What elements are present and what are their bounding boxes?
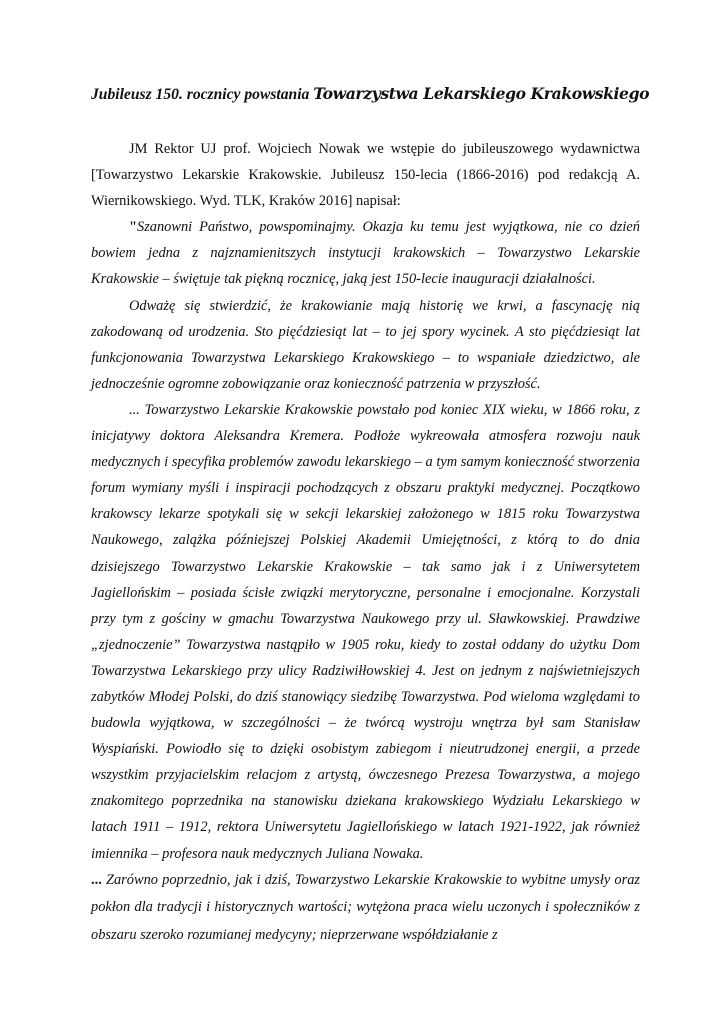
title-main: Jubileusz 150. rocznicy powstania [91, 86, 314, 103]
ellipsis-lead: ... [91, 871, 102, 888]
quote-paragraph-4 [91, 867, 640, 950]
quote-paragraph-2: Odważę się stwierdzić, że krakowianie mają historię we krwi, a fascynację nią zakodowaną od urodzenia. Sto pięćdziesiąt lat – to jej spory wycinek. A sto pięćdziesiąt lat funkcjonowania Towarzystwa Lekarskiego Krakowskiego – to wspaniałe dziedzictwo, ale jednocześnie ogromne zobowiązanie oraz konieczność patrzenia w przyszłość. [91, 297, 640, 392]
intro-paragraph: JM Rektor UJ prof. Wojciech Nowak we wstępie do jubileuszowego wydawnictwa [Towarzystwo Lekarskie Krakowskie. Jubileusz 150-lecia (1866-2016) pod redakcją A. Wiernikowskiego. Wyd. TLK, Kraków 2016] napisał: [91, 141, 640, 210]
quote-paragraph-3: ... Towarzystwo Lekarskie Krakowskie powstało pod koniec XIX wieku, w 1866 roku, z inicjatywy doktora Aleksandra Kremera. Podłoże wykreowała atmosfera rozwoju nauk medycznych i specyfika problemów zawodu lekarskiego – a tym samym konieczność stworzenia forum wymiany myśli i inspiracji pochodzących z obszaru praktyki medycznej. Początkowo krakowscy lekarze spotykali się w sekcji lekarskiej założonego w 1815 roku Towarzystwa Naukowego, zalążka późniejszej Polskiej Akademii Umiejętności, z którą to do dnia dzisiejszego Towarzystwo Lekarskie Krakowskie – tak samo jak i z Uniwersytetem Jagiellońskim – posiada ścisłe związki merytoryczne, personalne i emocjonalne. Korzystali przy tym z gościny w gmachu Towarzystwa Naukowego przy ul. Sławkowskiej. Prawdziwe „zjednoczenie” Towarzystwa nastąpiło w 1905 roku, kiedy to został oddany do użytku Dom Towarzystwa Lekarskiego przy ulicy Radziwiłłowskiej 4. Jest on jednym z najświetniejszych zabytków Młodej Polski, do dziś stanowiący siedzibę Towarzystwa. Pod wieloma względami to budowla wyjątkowa, w szczególności – że twórcą wystroju wnętrza był sam Stanisław Wyspiański. Powiodło się to dzięki osobistym zabiegom i nieutrudzonej energii, a przede wszystkim przyjacielskim relacjom z artystą, ówczesnego Prezesa Towarzystwa, a mojego znakomitego poprzednika na stanowisku dziekana krakowskiego Wydziału Lekarskiego w latach 1911 – 1912, rektora Uniwersytetu Jagiellońskiego w latach 1921-1922, jak również imiennika – profesora nauk medycznych Juliana Nowaka. [91, 401, 640, 862]
document-title [91, 84, 650, 105]
quote-paragraph-1 [91, 214, 640, 292]
document-page [91, 84, 650, 949]
title-script-part: Towarzystwa Lekarskiego Krakowskiego [313, 84, 650, 103]
quote-paragraph-4-text: Zarówno poprzednio, jak i dziś, Towarzystwo Lekarskie Krakowskie to wybitne umysły oraz pokłon dla tradycji i historycznych wartości; wytężona praca wielu uczonych i społeczników z obszaru szeroko rozumianej medycyny; nieprzerwane współdziałanie z [91, 871, 640, 943]
quote-open-mark: " [129, 219, 137, 236]
quote-paragraph-1-text: Szanowni Państwo, powspominajmy. Okazja ku temu jest wyjątkowa, nie co dzień bowiem jedna z najznamienitszych instytucji krakowskich – Towarzystwo Lekarskie Krakowskie – świętuje tak piękną rocznicę, jaką jest 150-lecie inauguracji działalności. [91, 219, 640, 288]
